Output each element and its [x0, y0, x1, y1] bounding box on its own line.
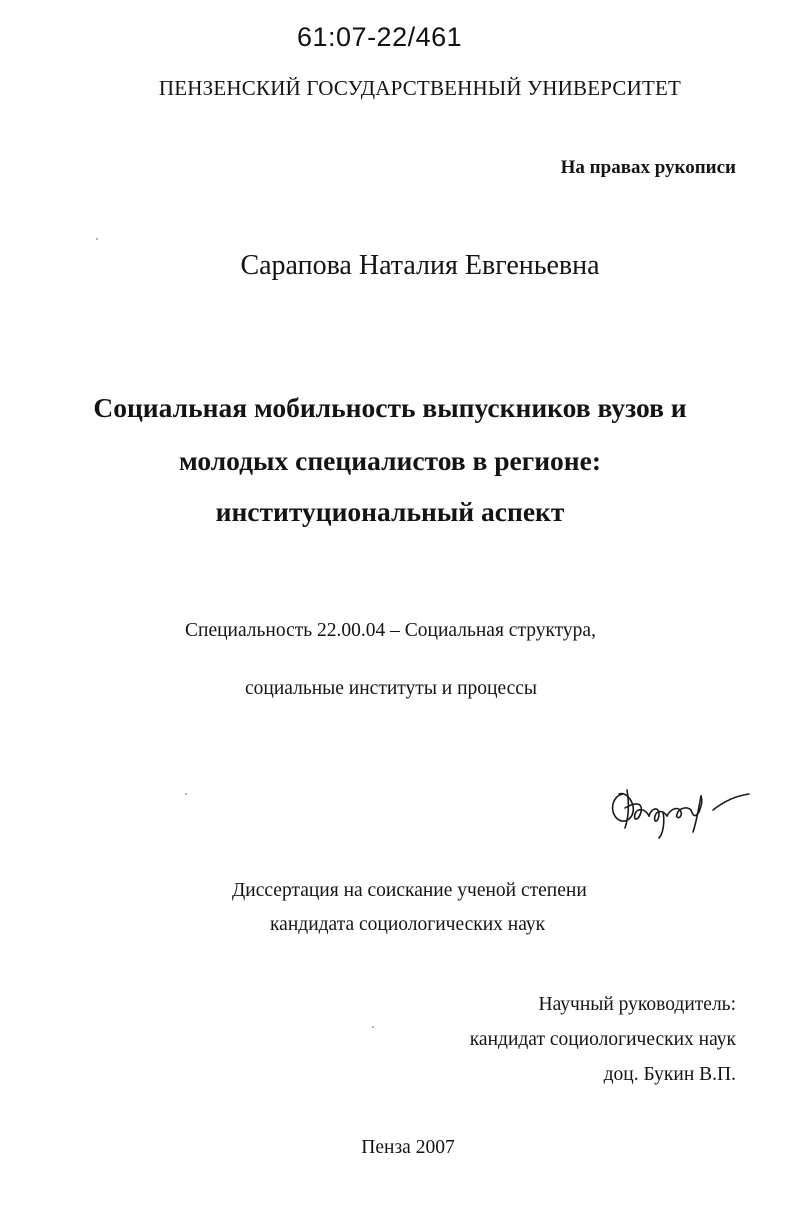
city-year: Пенза 2007 [361, 1137, 455, 1158]
university-name: ПЕНЗЕНСКИЙ ГОСУДАРСТВЕННЫЙ УНИВЕРСИТЕТ [158, 76, 682, 100]
supervisor-name: доц. Букин В.П. [603, 1064, 736, 1085]
manuscript-rights: На правах рукописи [560, 157, 736, 178]
scan-speck [372, 1026, 374, 1028]
supervisor-degree: кандидат социологических наук [469, 1029, 736, 1050]
specialty-line-1: Специальность 22.00.04 – Социальная структура, [185, 620, 596, 641]
dissertation-line-1: Диссертация на соискание ученой степени [232, 880, 587, 901]
scan-speck [96, 238, 98, 240]
handwritten-signature-icon [605, 772, 755, 842]
thesis-title-line-3: институциональный аспект [215, 496, 565, 527]
thesis-title-line-2: молодых специалистов в регионе: [178, 445, 602, 476]
dissertation-line-2: кандидата социологических наук [270, 914, 546, 935]
scan-speck [185, 793, 187, 795]
specialty-line-2: социальные институты и процессы [245, 678, 538, 699]
thesis-title-line-1: Социальная мобильность выпускников вузов и [93, 392, 687, 423]
archive-code: 61:07-22/461 [297, 22, 463, 52]
supervisor-label: Научный руководитель: [538, 994, 736, 1015]
author-name: Сарапова Наталия Евгеньевна [240, 250, 600, 281]
